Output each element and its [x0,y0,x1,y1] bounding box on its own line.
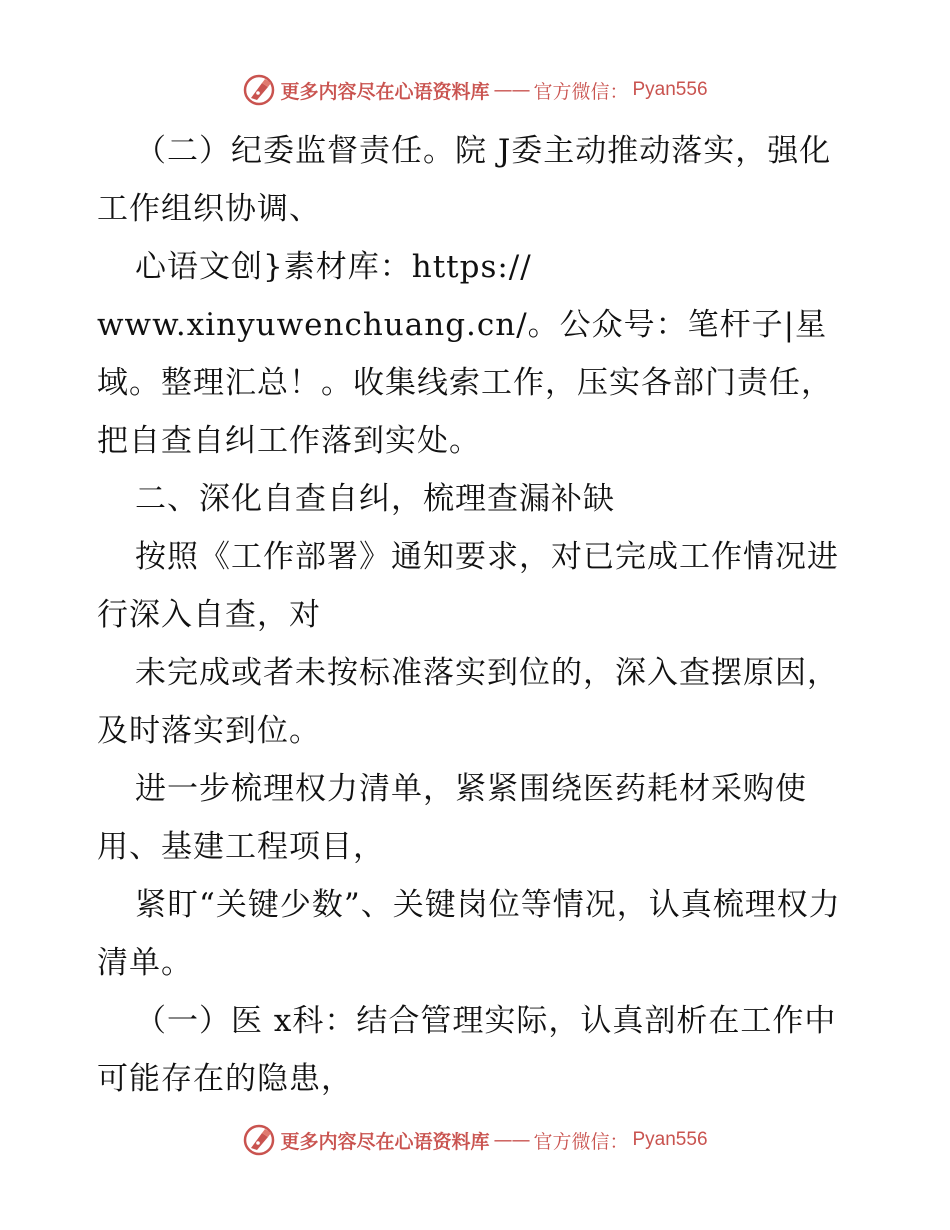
banner-wechat-label: 官方微信： [533,80,629,103]
pen-nib-logo-icon [242,1123,276,1157]
paragraph-6: 进一步梳理权力清单，紧紧围绕医药耗材采购使用、基建工程项目， [97,771,807,865]
paragraph-3: www.xinyuwenchuang.cn/。公众号：笔杆子|星域。整理汇总！。收集线索工作，压实各部门责任，把自查自纠工作落到实处。 [97,307,833,459]
section-heading: 二、深化自查自纠，梳理查漏补缺 [135,481,615,517]
banner-site-name: 更多内容尽在心语资料库 [280,80,490,103]
banner-wechat-id: Pyan556 [632,1129,708,1150]
banner-wechat-label: 官方微信： [533,1130,629,1153]
paragraph-5: 未完成或者未按标准落实到位的，深入查摆原因，及时落实到位。 [97,655,839,749]
banner-wechat-id: Pyan556 [632,79,708,100]
paragraph-2: 心语文创}素材库：https:// [135,249,532,285]
paragraph-8: （一）医 x科：结合管理实际，认真剖析在工作中可能存在的隐患， [97,1003,837,1097]
paragraph-4: 按照《工作部署》通知要求，对已完成工作情况进行深入自查，对 [97,539,839,633]
banner-site-name: 更多内容尽在心语资料库 [280,1130,490,1153]
pen-nib-logo-icon [242,73,276,107]
banner-dash: —— [493,1129,530,1151]
header-banner [0,70,950,110]
banner-dash: —— [493,79,530,101]
footer-banner [0,1120,950,1160]
document-body [97,122,857,1108]
paragraph-1: （二）纪委监督责任。院 J委主动推动落实，强化工作组织协调、 [97,133,832,227]
paragraph-7: 紧盯“关键少数”、关键岗位等情况，认真梳理权力清单。 [97,887,841,981]
